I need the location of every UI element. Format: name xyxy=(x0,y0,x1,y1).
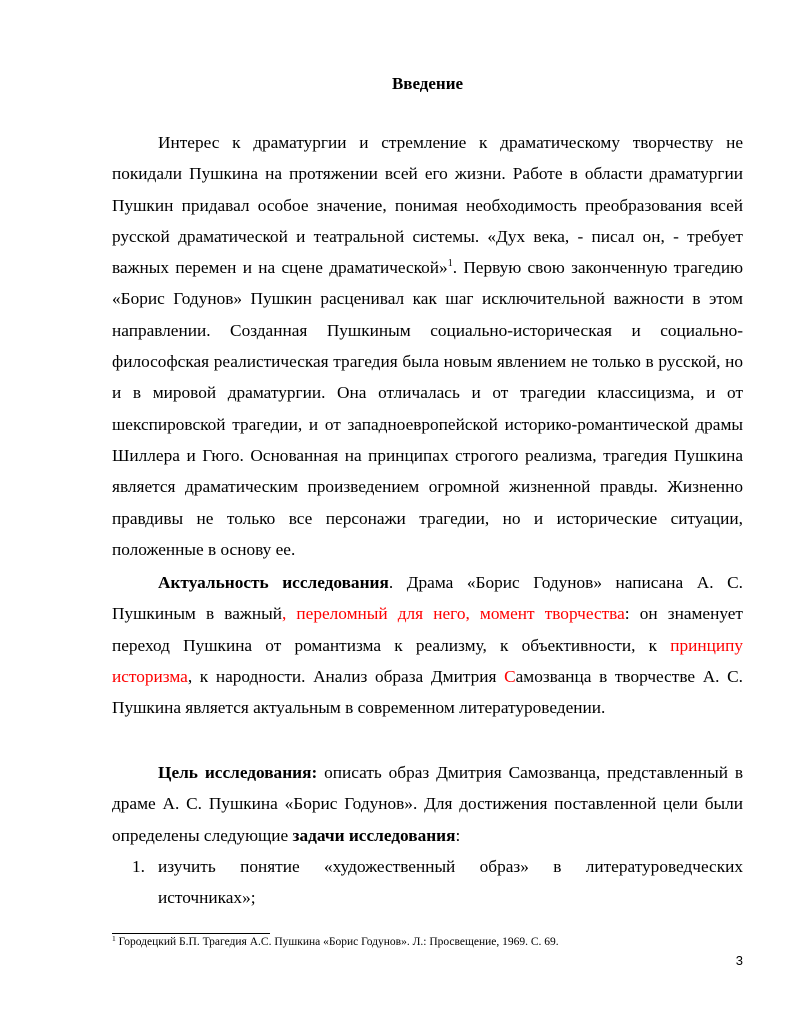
footnote-text: Городецкий Б.П. Трагедия А.С. Пушкина «Борис Годунов». Л.: Просвещение, 1969. С. 69. xyxy=(115,936,559,948)
list-item-text: изучить понятие «художественный образ» в литературоведческих источниках»; xyxy=(158,857,743,908)
relevance-label: Актуальность исследования xyxy=(158,573,389,592)
intro-text-b: . Первую свою законченную трагедию «Борис Годунов» Пушкин расценивал как шаг исключительной важности в этом направлении. Созданная Пушкиным социально-историческая и социально-философская реалистическая трагедия была новым явлением не только в русской, но и в мировой драматургии. Она отличалась и от трагедии классицизма, и от шекспировской трагедии, и от западноевропейской историко-романтической драмы Шиллера и Гюго. Основанная на принципах строгого реализма, трагедия Пушкина является драматическим произведением огромной жизненной правды. Жизненно правдивы не только все персонажи трагедии, но и исторические ситуации, положенные в основу ее. xyxy=(112,258,743,559)
goal-text-1: описать образ Дмитрия Самозванца, представленный в драме А. С. Пушкина «Борис Годунов». Для достижения поставленной цели были определены следующие xyxy=(112,763,743,845)
goal-text-2: : xyxy=(455,825,461,845)
relevance-paragraph xyxy=(112,567,743,723)
relevance-text-2: : он знаменует переход Пушкина от романтизма к реализму, к объективности, к xyxy=(112,604,743,655)
relevance-highlight-2: принципу историзма xyxy=(112,635,743,686)
tasks-list xyxy=(112,851,743,914)
relevance-text-3: , к народности. Анализ образа Дмитрия xyxy=(187,666,505,686)
page-number: 3 xyxy=(735,953,743,968)
tasks-label: задачи исследования xyxy=(292,825,456,845)
footnote xyxy=(112,936,559,948)
goal-label: Цель исследования: xyxy=(158,763,318,782)
page-heading: Введение xyxy=(391,74,464,93)
list-item-number: 1. xyxy=(132,857,145,876)
footnote-number: 1 xyxy=(112,934,116,943)
footnote-divider xyxy=(112,933,270,934)
relevance-text-1: . Драма «Борис Годунов» написана А. С. Пушкиным в важный xyxy=(112,573,744,624)
list-item xyxy=(112,851,743,914)
footnote-ref[interactable]: 1 xyxy=(447,258,453,270)
intro-paragraph xyxy=(112,127,743,565)
relevance-highlight-3: С xyxy=(504,666,516,686)
relevance-highlight-1: , переломный для него, момент творчества xyxy=(281,604,625,624)
intro-text-a: Интерес к драматургии и стремление к драматическому творчеству не покидали Пушкина на протяжении всей его жизни. Работе в области драматургии Пушкин придавал особое значение, понимая необходимость преобразования всей русской драматической и театральной системы. «Дух века, - писал он, - требует важных перемен и на сцене драматической» xyxy=(112,133,743,278)
goal-paragraph xyxy=(112,757,743,851)
relevance-text-4: амозванца в творчестве А. С. Пушкина является актуальным в современном литературоведении. xyxy=(112,666,743,718)
